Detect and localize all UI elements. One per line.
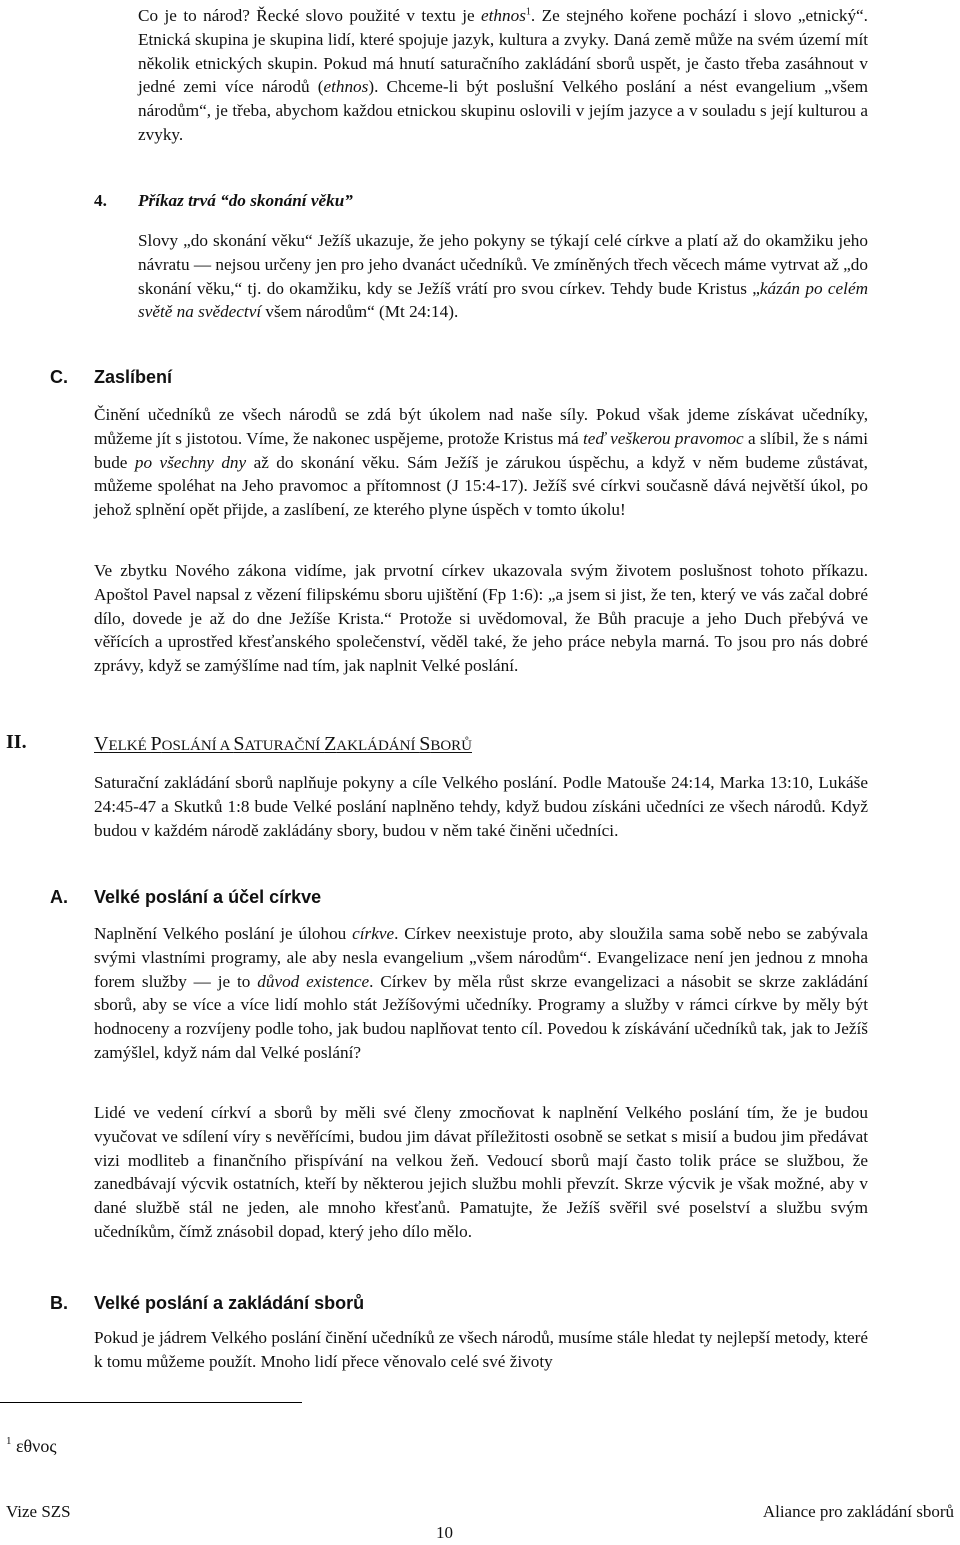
section-ii-title-part: AKLÁDÁNÍ <box>336 738 420 754</box>
section-a-p1-italic-1: církve <box>352 924 395 943</box>
section-c-p1-text-3: až do skonání věku. Sám Ježíš je zárukou úspěchu, a když v něm budeme zůstávat, můžeme spoléhat na Jeho pravomoc a přítomnost (J 15:4-17). Ježíš své církvi současně dává největší úkol, po jehož splnění opět přijde, a zaslíbení, ze kterého plyne úspěch v tomto úkolu! <box>94 452 868 520</box>
section-ii-numeral: II. <box>6 731 27 753</box>
section-ii-title-part: Z <box>324 733 337 755</box>
section-a-paragraph-2: Lidé ve vedení církví a sborů by měli své členy zmocňovat k naplnění Velkého poslání tím, že je budou vyučovat ve sdílení víry s nevěřícími, budou jim dávat příležitosti osobně se setkat s misií a budou jim předávat vizi modliteb a finančního přispívání na velkou žeň. Vedoucí sborů mají často tolik práce se službou, že zanedbávají výcvik ostatních, kteří by některou jejich službu mohli převzít. Skrze výcvik je však možné, aby v dané službě stál ne jeden, ale mnoho křesťanů. Pamatujte, že Ježíš svěřil své poselství a službu svým učedníkům, čímž znásobil dopad, který jeho dílo mělo. <box>94 1103 868 1241</box>
footnote-reference[interactable]: 1 <box>525 6 531 18</box>
footnote-text: εθνος <box>16 1436 57 1456</box>
section-a-paragraph-1 <box>94 922 868 1065</box>
section-c-p1-italic-1: teď veškerou pravomoc <box>582 428 744 448</box>
section-c-p1-text-2: a slíbil, že s námi bude <box>94 428 868 472</box>
section-b-letter: B. <box>50 1293 68 1313</box>
footer-left: Vize SZS <box>6 1502 71 1521</box>
intro-text-3: ). Chceme-li být poslušní Velkého poslání a nést evangelium „všem národům“, je třeba, abychom každou etnickou skupinu oslovili v jejím jazyce a v souladu s její kulturou a zvyky. <box>138 77 868 144</box>
footnote-separator <box>0 1402 302 1403</box>
section-ii-title-part: V <box>94 733 109 755</box>
section-a-p1-text-3: . Církev by měla růst skrze evangelizaci a násobit se skrze zakládání sborů, aby se více a více lidí mohlo stát Ježíšovými učedníky. Programy a služby v rámci církve by měly být hodnoceny a rozvíjeny podle toho, jak budou naplňovat tento cíl. Povedou k získávání učedníků tak, jak to Ježíš zamýšlel, když nám dal Velké poslání? <box>94 971 869 1062</box>
section-b-paragraph: Pokud je jádrem Velkého poslání činění učedníků ze všech národů, musíme stále hledat ty nejlepší metody, které k tomu můžeme použít. Mnoho lidí přece věnovalo celé své životy <box>94 1328 868 1371</box>
section-a-title: Velké poslání a účel církve <box>94 887 322 907</box>
section-ii-title-part: ELKÉ <box>108 738 151 754</box>
item4-paragraph <box>138 229 868 324</box>
section-a-p1-text-1: Naplnění Velkého poslání je úlohou <box>94 924 353 943</box>
section-ii-paragraph: Saturační zakládání sborů naplňuje pokyny a cíle Velkého poslání. Podle Matouše 24:14, Marka 13:10, Lukáše 24:45-47 a Skutků 1:8 bude Velké poslání naplněno tehdy, když budou získáni učedníci ze všech národů. Když budou v každém národě zakládány sbory, budou v něm také činěni učedníci. <box>94 773 868 840</box>
footer-right: Aliance pro zakládání sborů <box>762 1502 954 1521</box>
section-ii-title <box>94 733 472 759</box>
section-c-letter: C. <box>50 367 68 387</box>
section-c-title: Zaslíbení <box>94 367 173 387</box>
footnote-marker: 1 <box>6 1435 12 1447</box>
section-ii-title-part: S <box>419 733 431 755</box>
section-ii-title-part: ATURAČNÍ <box>244 738 325 754</box>
section-ii-title-part: OSLÁNÍ A <box>161 738 234 754</box>
section-ii-title-part: P <box>150 733 162 755</box>
section-a-letter: A. <box>50 887 68 907</box>
intro-text-2: . Ze stejného kořene pochází i slovo „etnický“. Etnická skupina je skupina lidí, které spojuje jazyk, kultura a zvyky. Daná země může na svém území mít několik etnických skupin. Pokud má hnutí saturačního zakládání sborů uspět, je často třeba zasáhnout v jedné zemi více národů ( <box>138 6 868 97</box>
intro-ethnos-term-2: ethnos <box>323 77 369 97</box>
section-ii-title-part: BORŮ <box>430 738 472 754</box>
item4-text-2: všem národům“ (Mt 24:14). <box>261 302 459 322</box>
section-a-p1-italic-2: důvod existence <box>257 971 370 991</box>
section-c-paragraph-1 <box>94 403 868 522</box>
item4-italic-quote: kázán po celém světě na svědectví <box>138 278 868 322</box>
footnote <box>6 1430 56 1459</box>
intro-paragraph <box>138 4 868 147</box>
item4-number: 4. <box>94 191 107 210</box>
section-c-paragraph-2: Ve zbytku Nového zákona vidíme, jak prvotní církev ukazovala svým životem poslušnost tohoto příkazu. Apoštol Pavel napsal z vězení filipskému sboru ujištění (Fp 1:6): „a jsem si jist, že ten, který ve vás začal dobré dílo, dovede je až do dne Ježíše Krista.“ Protože si uvědomoval, že Bůh pracuje a jeho Duch přebývá ve věřících a uprostřed křesťanského společenství, věděl také, že jeho práce nebyla marná. To jsou pro nás dobré zprávy, když se zamýšlíme nad tím, jak naplnit Velké poslání. <box>94 561 868 676</box>
section-ii-title-part: S <box>233 733 245 755</box>
section-c-p1-text-1: Činění učedníků ze všech národů se zdá být úkolem nad naše síly. Pokud však jdeme získávat učedníky, můžeme jít s jistotou. Víme, že nakonec uspějeme, protože Kristus má <box>94 405 868 448</box>
section-a-p1-text-2: . Církev neexistuje proto, aby sloužila sama sobě nebo se zabývala svými vlastními programy, ale aby nesla evangelium „všem národům“. Evangelizace není jen jednou z mnoha forem služby — je to <box>94 924 868 991</box>
item4-title: Příkaz trvá “do skonání věku” <box>138 191 353 210</box>
item4-text-1: Slovy „do skonání věku“ Ježíš ukazuje, že jeho pokyny se týkají celé církve a platí až do okamžiku jeho návratu — nejsou určeny jen pro jeho dvanáct učedníků. Ve zmíněných třech věcech máme vytrvat až „do skonání věku,“ tj. do okamžiku, kdy se Ježíš vrátí pro svou církev. Tehdy bude Kristus „ <box>138 231 868 298</box>
section-c-p1-italic-2: po všechny dny <box>134 452 247 472</box>
section-b-title: Velké poslání a zakládání sborů <box>94 1293 365 1313</box>
intro-text-1: Co je to národ? Řecké slovo použité v textu je <box>138 6 482 25</box>
page-number: 10 <box>436 1523 453 1542</box>
intro-ethnos-term: ethnos <box>481 6 526 25</box>
